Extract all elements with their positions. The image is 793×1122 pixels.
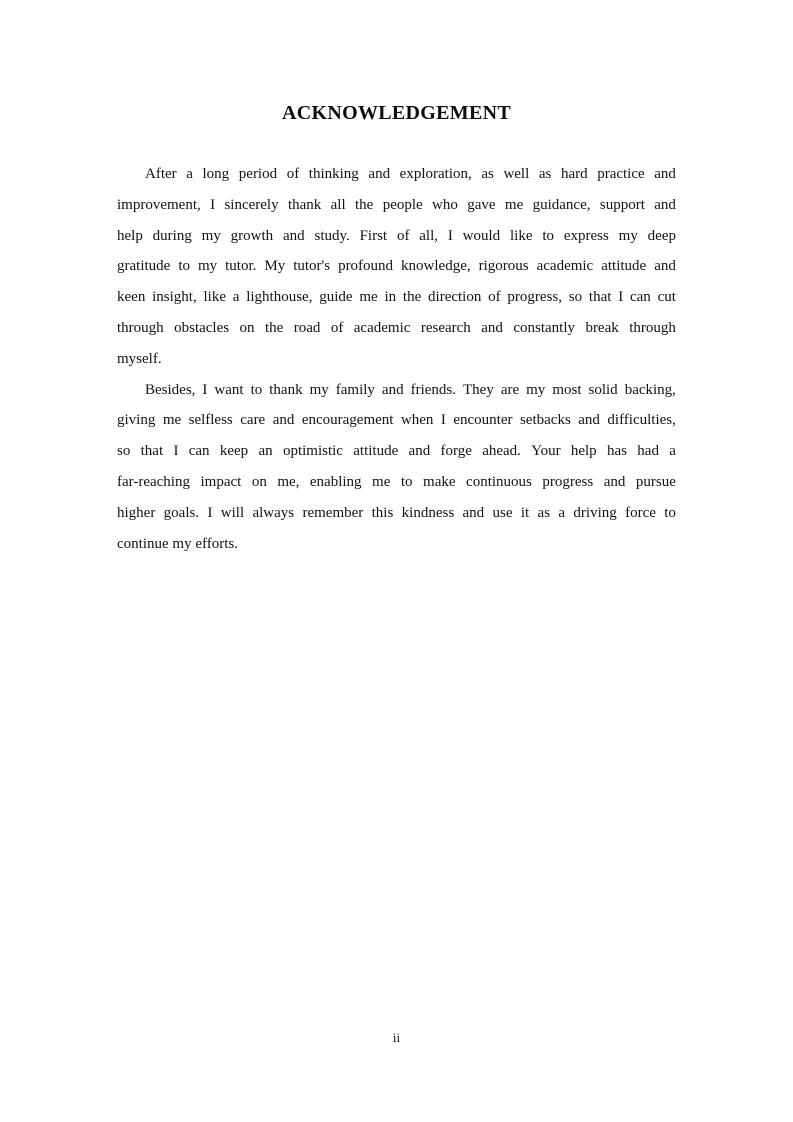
text-line: After a long period of thinking and exploration, as well as hard practice and [145,166,676,182]
text-line: myself. [117,350,162,367]
text-line: improvement, I sincerely thank all the people who gave me guidance, support and [117,196,676,213]
document-body [117,159,676,559]
acknowledgement-paragraph [117,375,676,560]
document-title: ACKNOWLEDGEMENT [282,102,511,124]
text-line: higher goals. I will always remember this kindness and use it as a driving force to [117,504,676,521]
text-line: through obstacles on the road of academic research and constantly break through [117,319,676,336]
text-line: far-reaching impact on me, enabling me to make continuous progress and pursue [117,473,676,490]
text-line: Besides, I want to thank my family and friends. They are my most solid backing, [145,381,676,398]
text-line: so that I can keep an optimistic attitude and forge ahead. Your help has had a [117,443,676,460]
acknowledgement-paragraph [117,159,676,375]
text-line: continue my efforts. [117,535,238,552]
page-number: ii [392,1030,401,1045]
text-line: keen insight, like a lighthouse, guide me in the direction of progress, so that I can cut [117,289,676,306]
text-line: help during my growth and study. First of all, I would like to express my deep [117,227,676,244]
text-line: giving me selfless care and encouragement when I encounter setbacks and difficulties, [117,412,676,429]
text-line: gratitude to my tutor. My tutor's profound knowledge, rigorous academic attitude and [117,258,676,275]
